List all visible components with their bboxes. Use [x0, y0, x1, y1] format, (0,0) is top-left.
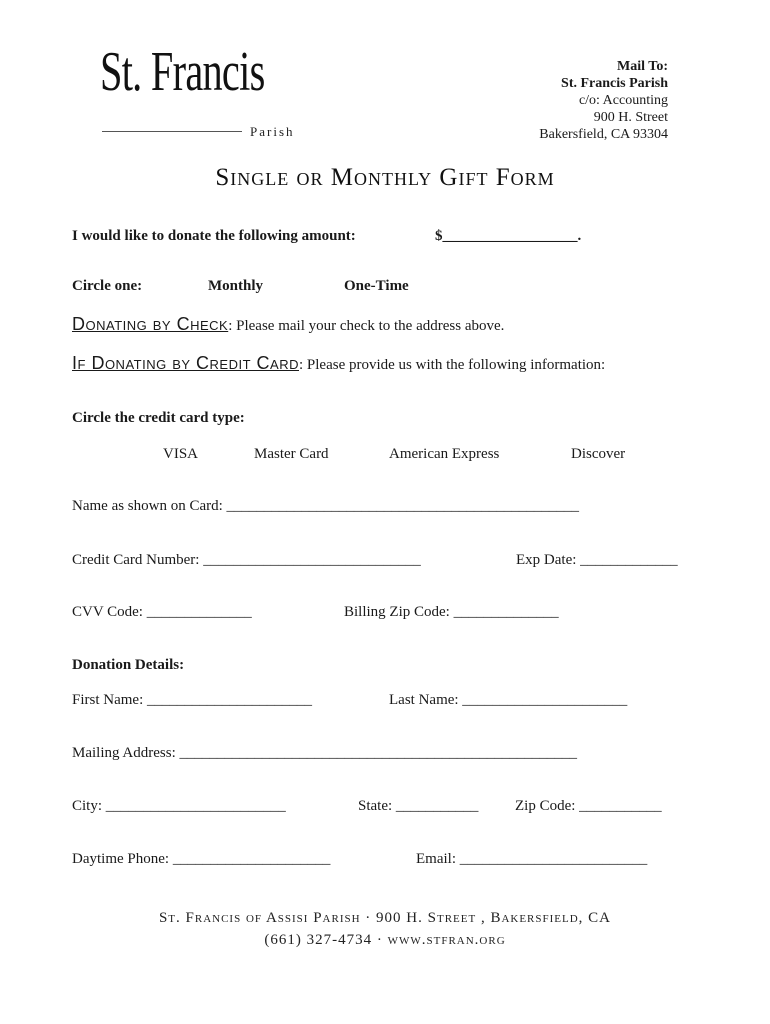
exp-date-field[interactable]: Exp Date: _____________ [516, 552, 678, 568]
mail-to-name: St. Francis Parish [561, 76, 668, 91]
card-option-mastercard[interactable]: Master Card [254, 446, 329, 462]
circle-one-label: Circle one: [72, 278, 143, 294]
daytime-phone-field[interactable]: Daytime Phone: _____________________ [72, 851, 331, 867]
card-option-visa[interactable]: VISA [163, 446, 199, 462]
donating-by-card-row [72, 353, 605, 374]
card-option-discover[interactable]: Discover [571, 446, 626, 462]
last-name-field[interactable]: Last Name: ______________________ [389, 692, 628, 708]
form-title: Single or Monthly Gift Form [215, 164, 555, 191]
zip-code-field[interactable]: Zip Code: ___________ [515, 798, 662, 814]
donate-amount-label: I would like to donate the following amount: [72, 228, 356, 244]
donation-details-heading: Donation Details: [72, 657, 185, 673]
email-field[interactable]: Email: _________________________ [416, 851, 648, 867]
donating-by-check-heading: Donating by Check [72, 314, 229, 334]
donating-by-check-text: : Please mail your check to the address above. [228, 318, 505, 334]
donate-amount-field[interactable]: $__________________. [435, 228, 582, 244]
logo-divider [102, 131, 242, 132]
donating-by-card-heading: If Donating by Credit Card [72, 353, 299, 373]
state-field[interactable]: State: ___________ [358, 798, 479, 814]
parish-logo-name: St. Francis [100, 41, 265, 103]
card-type-label: Circle the credit card type: [72, 410, 245, 426]
option-monthly[interactable]: Monthly [208, 278, 264, 294]
mailing-address-field[interactable]: Mailing Address: _____________________________________________________ [72, 745, 577, 761]
city-field[interactable]: City: ________________________ [72, 798, 286, 814]
footer-contact: (661) 327-4734 · www.stfran.org [264, 932, 506, 948]
option-one-time[interactable]: One-Time [344, 278, 409, 294]
mail-to-line3: Bakersfield, CA 93304 [539, 127, 668, 142]
card-number-field[interactable]: Credit Card Number: _____________________________ [72, 552, 421, 568]
mail-to-heading: Mail To: [617, 59, 668, 74]
billing-zip-field[interactable]: Billing Zip Code: ______________ [344, 604, 559, 620]
cvv-field[interactable]: CVV Code: ______________ [72, 604, 252, 620]
footer-address: St. Francis of Assisi Parish · 900 H. Street , Bakersfield, CA [158, 910, 612, 926]
mail-to-line1: c/o: Accounting [578, 93, 668, 108]
donating-by-check-row [72, 314, 504, 335]
mail-to-line2: 900 H. Street [593, 110, 668, 125]
card-option-amex[interactable]: American Express [389, 446, 500, 462]
name-on-card-field[interactable]: Name as shown on Card: _______________________________________________ [72, 498, 580, 514]
mail-to-address [539, 58, 668, 143]
first-name-field[interactable]: First Name: ______________________ [72, 692, 312, 708]
donating-by-card-text: : Please provide us with the following information: [299, 357, 606, 373]
parish-logo-subtitle: Parish [250, 124, 295, 139]
